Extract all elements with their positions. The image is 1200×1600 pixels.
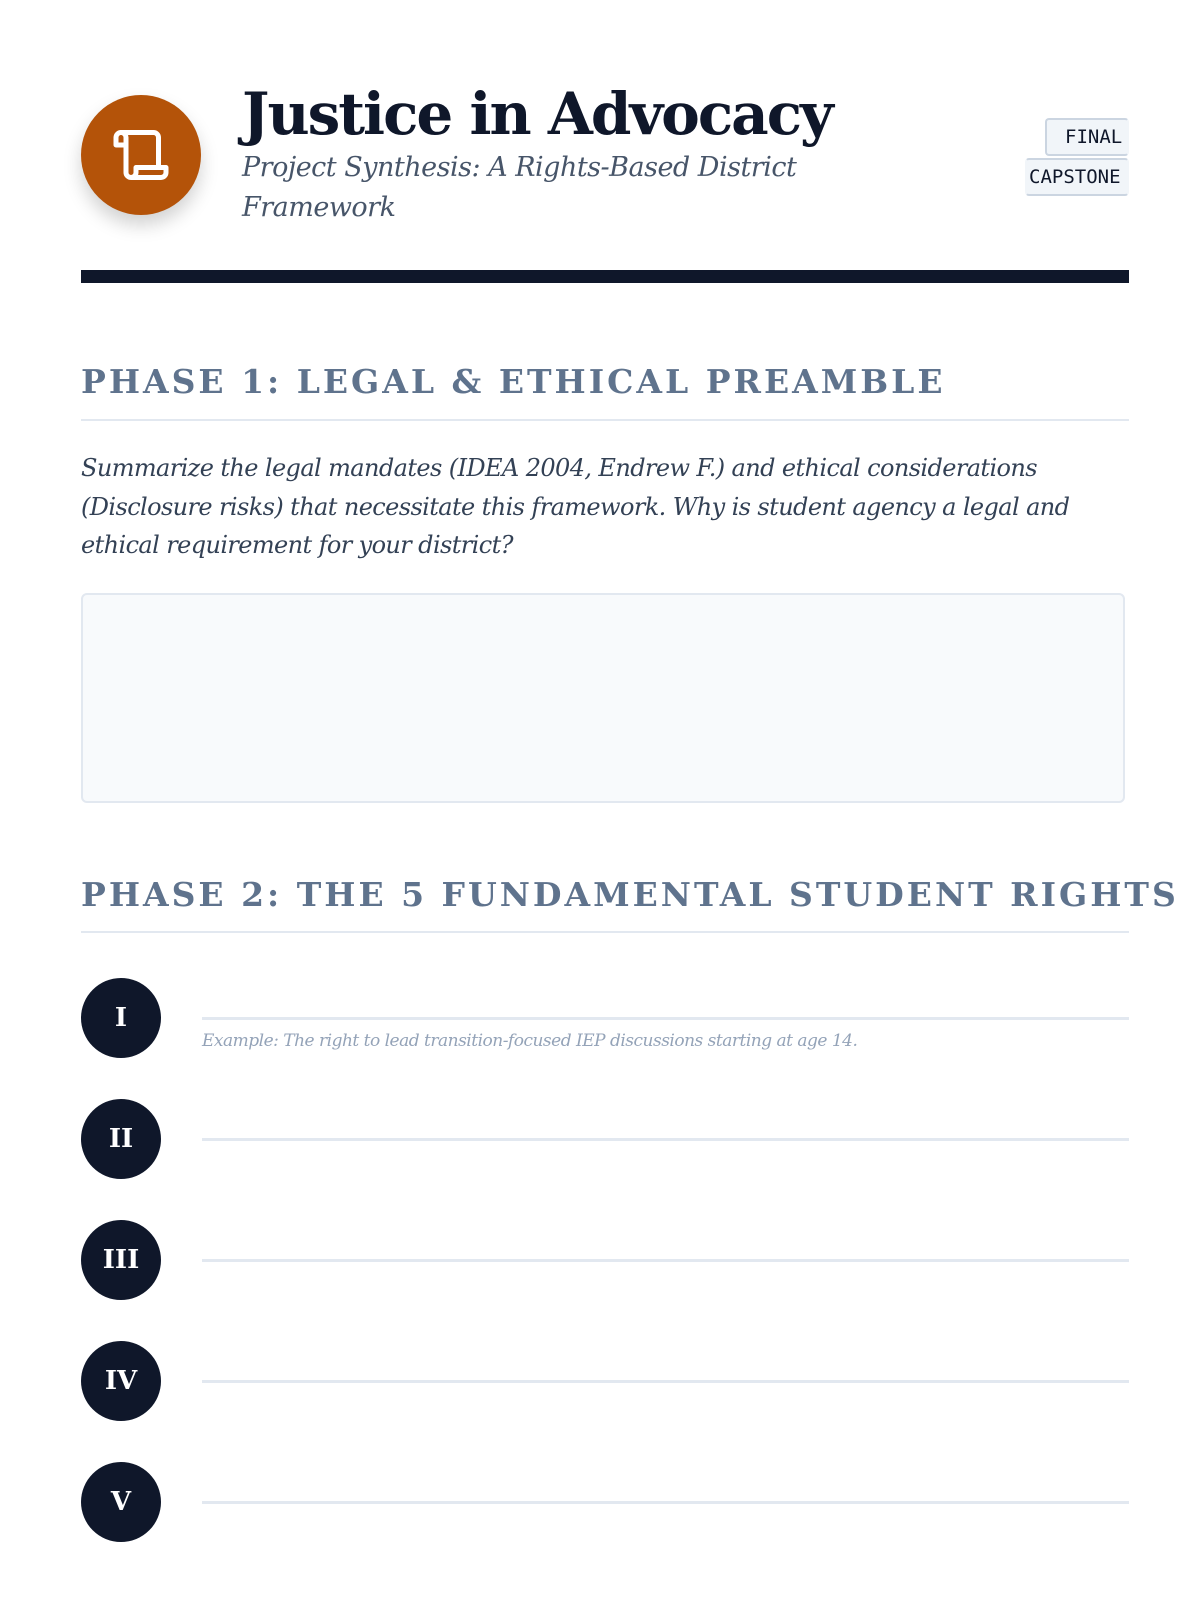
right-example-hint: Example: The right to lead transition-focused IEP discussions starting at age 14.: [202, 1031, 858, 1051]
right-input-5[interactable]: [202, 1462, 1129, 1504]
right-numeral: V: [81, 1462, 161, 1542]
right-row-2: [81, 1099, 1129, 1179]
header: [81, 0, 1129, 283]
page-subtitle: Project Synthesis: A Rights-Based District Framework: [242, 152, 797, 223]
right-row-1: [81, 978, 1129, 1058]
right-row-4: [81, 1341, 1129, 1421]
badge-line-capstone: CAPSTONE: [1025, 158, 1129, 196]
right-input-1[interactable]: [202, 978, 1129, 1020]
worksheet-page: [81, 0, 1179, 1517]
right-row-3: [81, 1220, 1129, 1300]
phase1-title: PHASE 1: LEGAL & ETHICAL PREAMBLE: [81, 362, 946, 401]
phase2-separator: [81, 931, 1129, 933]
right-input-3[interactable]: [202, 1220, 1129, 1262]
phase1-separator: [81, 419, 1129, 421]
right-numeral: II: [81, 1099, 161, 1179]
scroll-icon: [81, 95, 201, 215]
header-divider: [81, 270, 1129, 283]
badge-line-final: FINAL: [1045, 118, 1129, 156]
phase1-answer-field[interactable]: [81, 593, 1125, 803]
right-numeral: IV: [81, 1341, 161, 1421]
right-numeral: III: [81, 1220, 161, 1300]
right-input-4[interactable]: [202, 1341, 1129, 1383]
right-row-5: [81, 1462, 1129, 1542]
status-badge: [1009, 118, 1129, 202]
phase1-prompt: Summarize the legal mandates (IDEA 2004, Endrew F.) and ethical considerations (Disclosure risks) that necessitate this framework. Why is student agency a legal and ethical requirement for your district?: [81, 454, 1070, 559]
page-title: Justice in Advocacy: [242, 80, 832, 148]
phase2-title: PHASE 2: THE 5 FUNDAMENTAL STUDENT RIGHTS: [81, 875, 1179, 914]
right-numeral: I: [81, 978, 161, 1058]
right-input-2[interactable]: [202, 1099, 1129, 1141]
